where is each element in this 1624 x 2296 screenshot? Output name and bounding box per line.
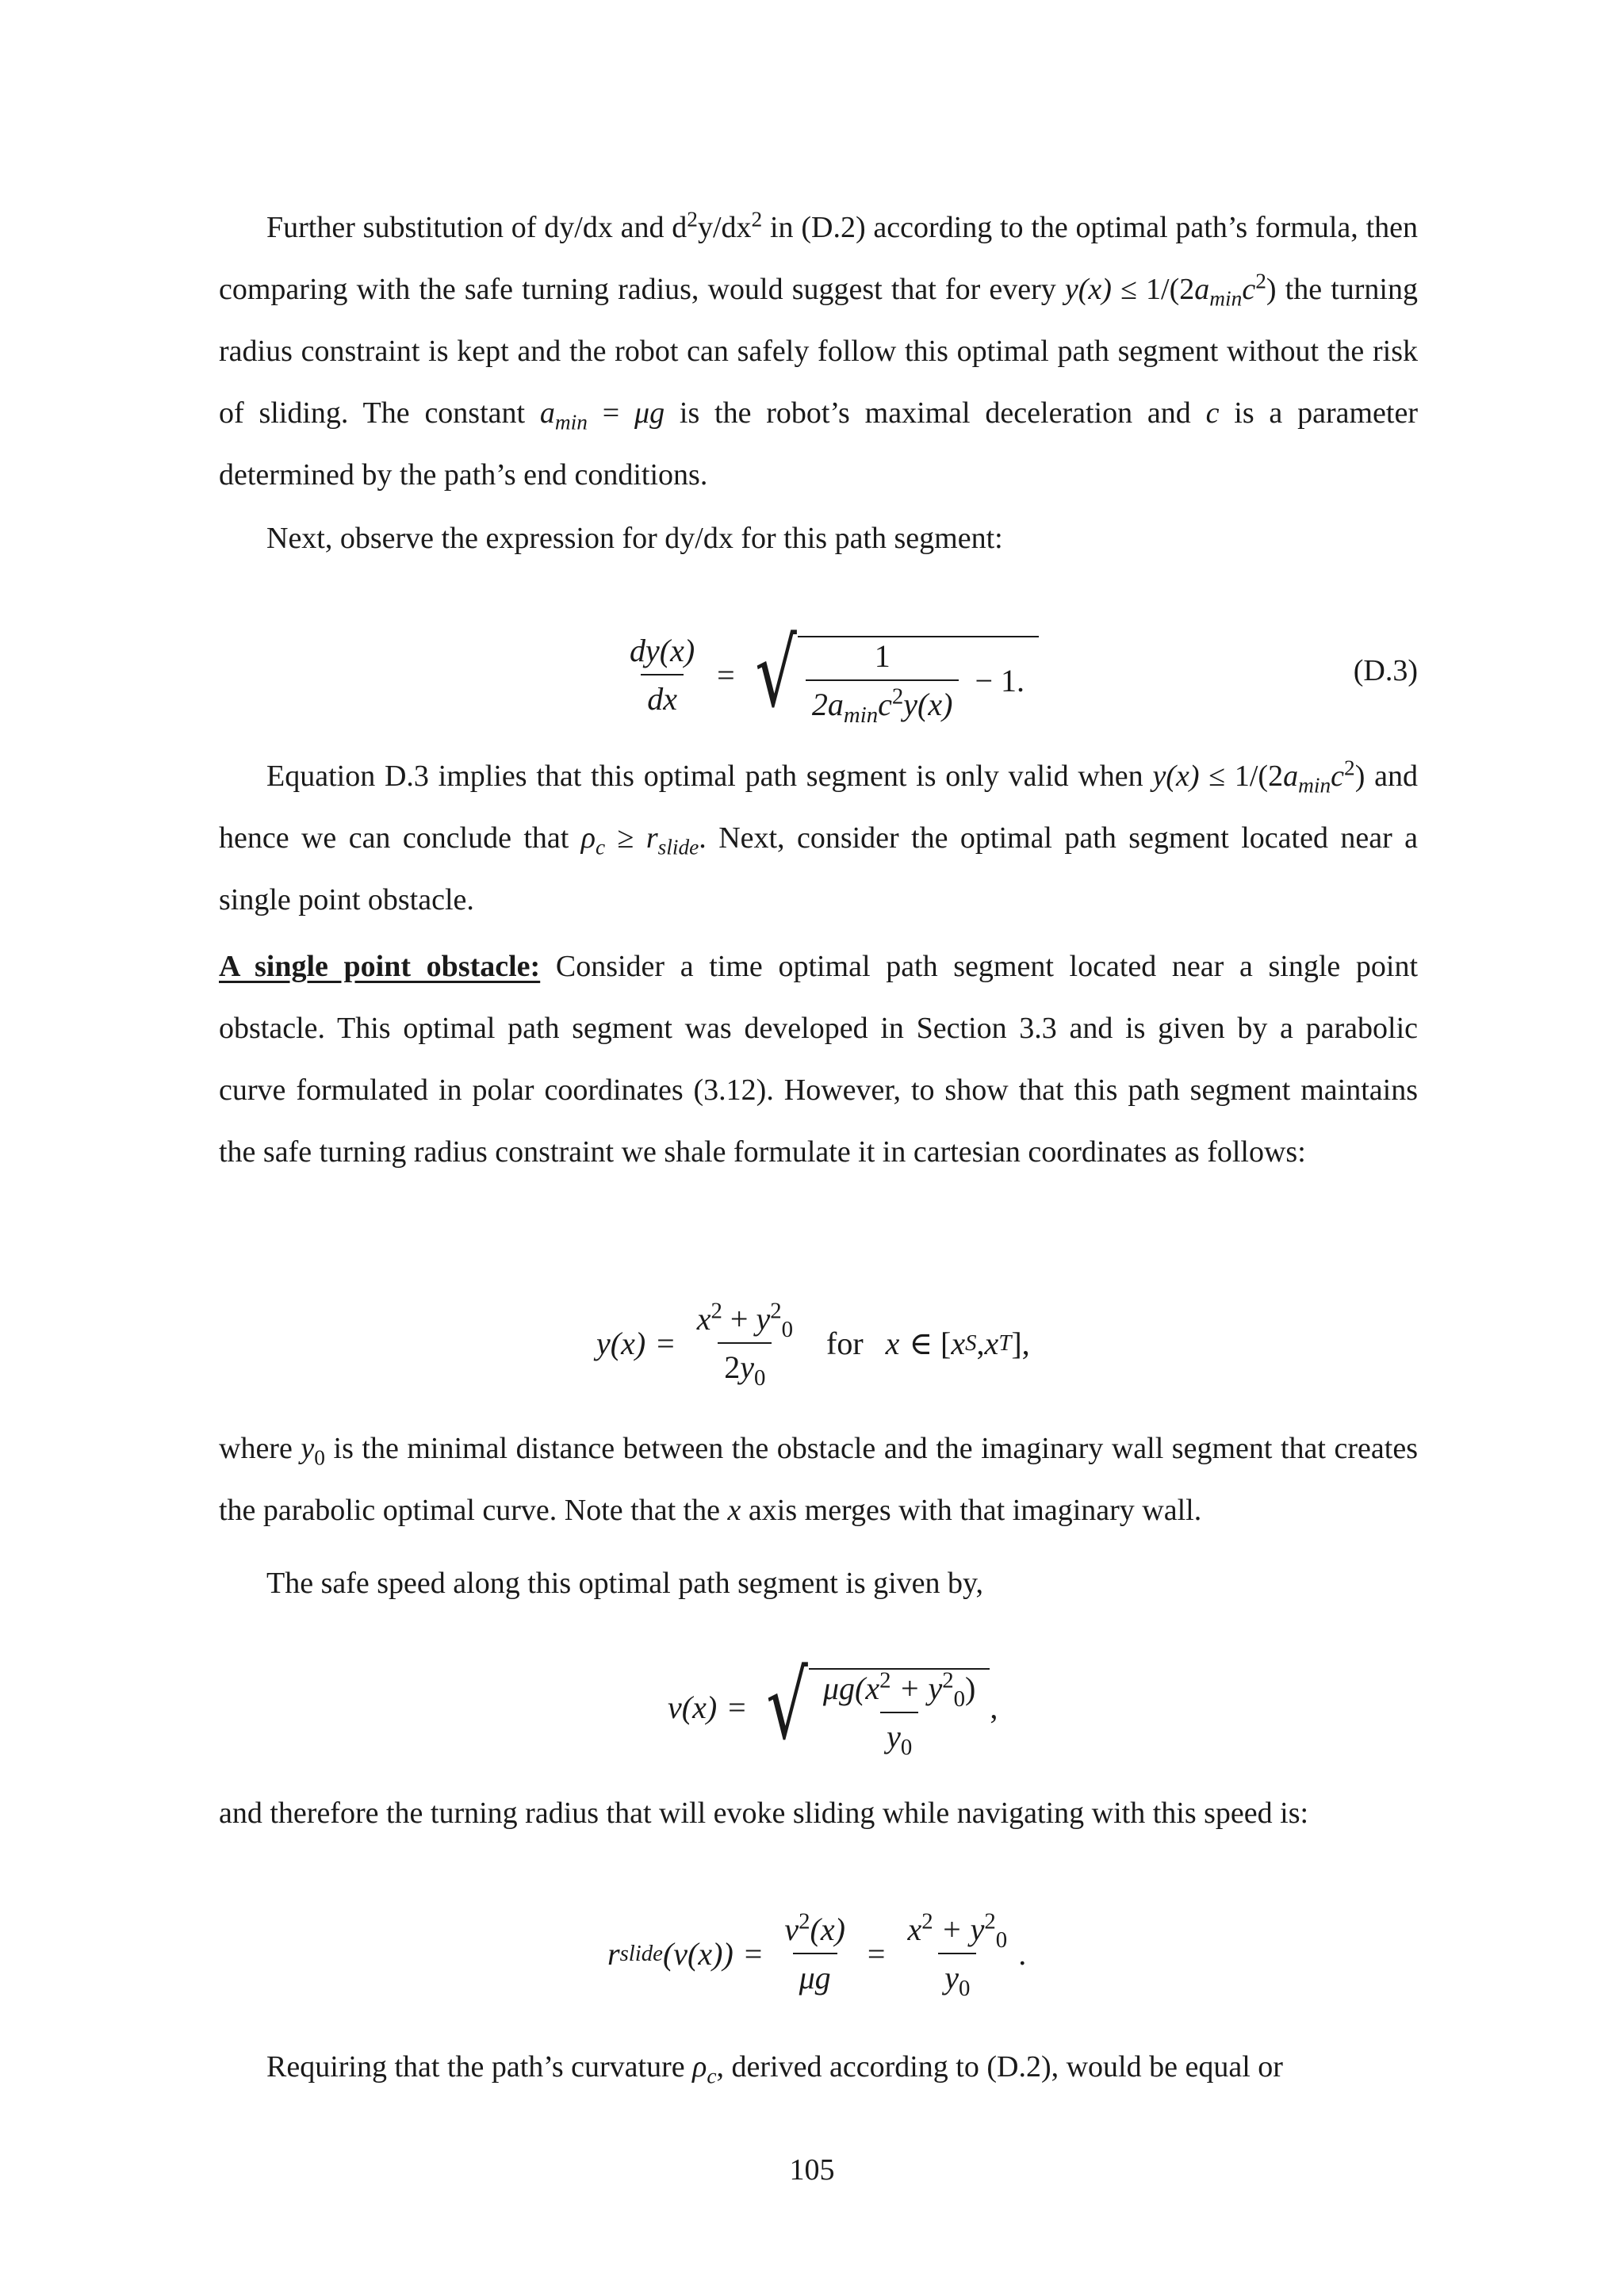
fraction-dydx: $\frac{dy(x)}{dx}$ (630, 633, 695, 717)
equation-speed: ν(x) = √ $\frac{\mu g(x^2 + y^2_0)}{y_0}$ , (668, 1651, 998, 1760)
paragraph-safe-speed: The safe speed along this optimal path segment is given by, (266, 1567, 984, 1600)
paragraph-single-point-obstacle: A single point obstacle: Consider a time optimal path segment located near a single point obstacle. This optimal path segment was developed in Section 3.3 and is given by a parabolic curve formulated in polar coordinates (3.12). However, to show that this path segment maintains the safe turning radius constraint we shale formulate it in cartesian coordinates as follows: (219, 950, 1419, 1169)
paragraph-requiring: Requiring that the path’s curvature $\rho_c$, derived according to (D.2), would be equal or (266, 2050, 1283, 2088)
paragraph-equation-d3: Equation D.3 implies that this optimal path segment is only valid when $y(x) \le 1/(2a_{min}c^2)$ and hence we can conclude that $\rho_c \ge r_{slide}$. Next, consider the optimal path segment located near a single point obstacle. (219, 756, 1418, 916)
equation-parabola: y(x) = $\frac{x^2 + y^2_0}{2y_0}$ for x ∈ [ x S , x T ], (596, 1298, 1030, 1391)
paragraph-substitution: Further substitution of dy/dx and $d^2y/dx^2$ in (D.2) according to the optimal path’s formula, then comparing with the safe turning radius, would suggest that for every $y(x) \le 1/(2a_{min}c^2)$ the turning radius constraint is kept and the robot can safely follow this optimal path segment without the risk of sliding. The constant $a_{min} = \mu g$ is the robot’s maximal deceleration and c is a parameter determined by the path’s end conditions. (219, 207, 1418, 492)
page-number: 105 (789, 2153, 835, 2187)
paragraph-where-y0: where $y_0$ is the minimal distance between the obstacle and the imaginary wall segment that creates the parabolic optimal curve. Note that the x axis merges with that imaginary wall. (219, 1432, 1418, 1527)
equation-slide-radius: r slide (ν(x)) = $\frac{\nu^2(x)}{\mu g}$ = $\frac{x^2 + y^2_0}{y_0}$ . (607, 1908, 1027, 2001)
equation-number: (D.3) (1353, 654, 1418, 687)
section-heading: A single point obstacle: (219, 950, 541, 983)
square-root: √ $\frac{1}{2a_{min}c^2y(x)}$ − 1. (746, 626, 1039, 723)
paragraph-turning-radius: and therefore the turning radius that will evoke sliding while navigating with this speed is: (219, 1797, 1309, 1830)
paragraph-observe: Next, observe the expression for dy/dx for this path segment: (266, 522, 1003, 555)
equation-d3: $\frac{dy(x)}{dx}$ = √ $\frac{1}{2a_{min}c^2y(x)}$ − 1. (619, 626, 1039, 723)
